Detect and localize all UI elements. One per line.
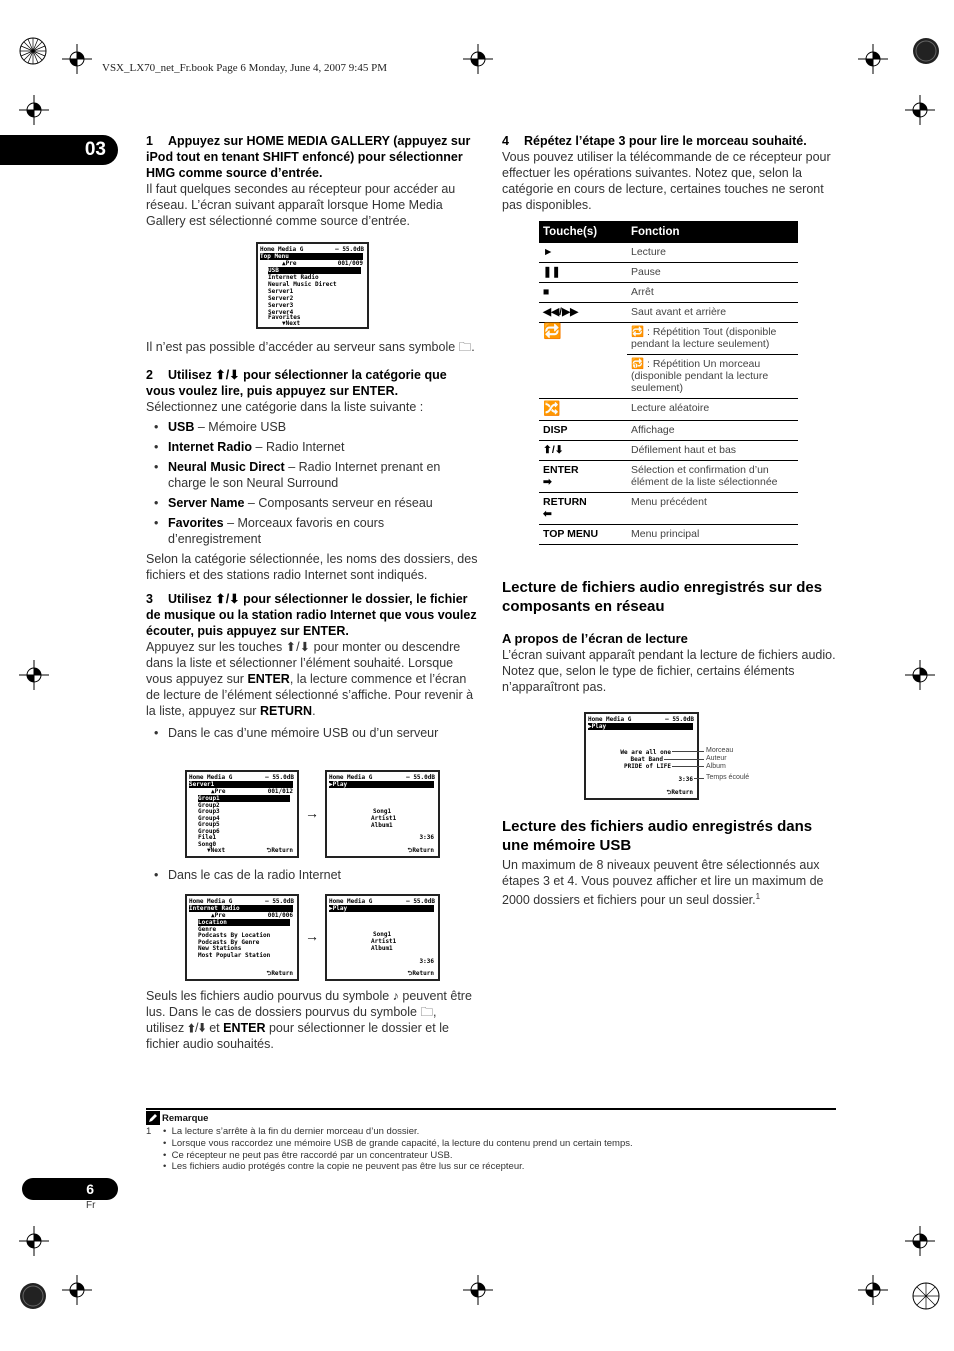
skip-icon: ◀◀/▶▶ <box>539 303 627 323</box>
callout-line <box>694 778 704 779</box>
crosshair-mark-icon <box>19 660 49 690</box>
table-row: ⬆/⬇ Défilement haut et bas <box>539 441 798 461</box>
return-label: ⮌Return <box>666 789 693 796</box>
section-heading-usb: Lecture des fichiers audio enregistrés dans une mémoire USB <box>502 818 813 854</box>
crosshair-mark-icon <box>463 44 493 74</box>
pause-icon: ❚❚ <box>539 263 627 283</box>
crosshair-mark-icon <box>62 44 92 74</box>
list-item: • Neural Music Direct – Radio Internet prenant en charge le son Neural Surround <box>154 460 441 490</box>
note-title: Remarque <box>162 1112 209 1124</box>
return-label: ⮌Return <box>407 970 434 977</box>
play-screen-radio: Home Media G – 55.0dB ▶Play Song1 Artist1 Album1 3:36 ⮌Return <box>325 894 440 981</box>
up-down-arrows-icon: ⬆/⬇ <box>539 441 627 461</box>
left-column-2 <box>146 339 478 741</box>
table-row: TOP MENU Menu principal <box>539 525 798 545</box>
step-1-text: Il faut quelques secondes au récepteur pour accéder au réseau. L’écran suivant apparaît lorsque Home Media Gallery est sélectionné comme source d’entrée. <box>146 182 456 228</box>
step-2-title: 2 Utilisez ⬆/⬇ pour sélectionner la catégorie que vous voulez lire, puis appuyez sur ENTER. <box>146 368 447 398</box>
server-list-screen: Home Media G – 55.0dB Server1 ▲Pre 001/012 Group1 Group2 Group3 Group4 Group5 Group6 File1 Song0 ▼Next ⮌Return <box>185 770 299 858</box>
step-3-title: 3 Utilisez ⬆/⬇ pour sélectionner le dossier, le fichier de musique ou la station radio Internet que vous voulez écouter, puis appuyez sur ENTER. <box>146 592 477 638</box>
page-language: Fr <box>86 1200 96 1211</box>
arrow-right-icon: → <box>305 805 319 821</box>
section-usb <box>502 817 838 908</box>
step-4-text: Vous pouvez utiliser la télécommande de ce récepteur pour effectuer les opérations suivantes. Notez que, selon la catégorie en cours de lecture, certaines touches ne seront pas disponibles. <box>502 150 831 212</box>
crosshair-mark-icon <box>905 1226 935 1256</box>
folder-icon: 🗀 <box>458 340 472 354</box>
chapter-tab: 03 <box>0 135 118 165</box>
arrow-left-icon: ⬅ <box>543 508 552 520</box>
annotation-song: Morceau <box>706 747 734 754</box>
playback-text: L’écran suivant apparaît pendant la lecture de fichiers audio. Notez que, selon le type de fichier, certains éléments n’apparaîtront pas. <box>502 648 836 694</box>
right-column <box>502 133 838 213</box>
note-header <box>146 1111 208 1125</box>
section-network <box>502 578 838 695</box>
top-menu-screen: Home Media G – 55.0dB Top Menu ▲Pre 001/009 USB Internet Radio Neural Music Direct Server1 Server2 Server3 Server4 Favorites ▼Next <box>256 242 369 329</box>
case-radio-wrap <box>146 863 478 883</box>
table-row: ❚❚ Pause <box>539 263 798 283</box>
after-list-text: Selon la catégorie sélectionnée, les noms des dossiers, des fichiers et des stations radio Internet sont indiqués. <box>146 552 478 582</box>
usb-text: Un maximum de 8 niveaux peuvent être sélectionnés aux étapes 3 et 4. Vous pouvez afficher et lire un maximum de 2000 dossiers et fichiers pour un seul dossier.$^1$ <box>502 858 824 908</box>
step-4-title: 4 Répétez l’étape 3 pour lire le morceau souhaité. <box>502 134 807 148</box>
table-row: ► Lecture <box>539 243 798 263</box>
annotation-time: Temps écoulé <box>706 774 750 781</box>
repeat-icon: 🔁 <box>543 323 562 340</box>
subheading-playback: A propos de l’écran de lecture <box>502 631 688 646</box>
callout-line <box>672 766 704 767</box>
left-column <box>146 133 478 229</box>
step-1-title: 1 Appuyez sur HOME MEDIA GALLERY (appuyez sur iPod tout en tenant SHIFT enfoncé) pour sélectionner HMG comme source d’entrée. <box>146 134 471 180</box>
table-row: ■ Arrêt <box>539 283 798 303</box>
table-row: 🔁 🔁 : Répétition Tout (disponible pendant la lecture seulement) <box>539 323 798 355</box>
case-usb: • Dans le cas d’une mémoire USB ou d’un serveur <box>154 726 439 740</box>
arrow-right-icon: ➡ <box>543 476 552 488</box>
table-row: RETURN ⬅ Menu précédent <box>539 493 798 525</box>
list-item: • USB – Mémoire USB <box>154 420 287 434</box>
list-item: • Favorites – Morceaux favoris en cours d’enregistrement <box>154 516 385 546</box>
table-row: ◀◀/▶▶ Saut avant et arrière <box>539 303 798 323</box>
divider <box>146 1108 836 1110</box>
crosshair-mark-icon <box>463 1275 493 1305</box>
registration-mark-icon <box>18 1281 48 1311</box>
crosshair-mark-icon <box>858 1275 888 1305</box>
table-row: 🔂 : Répétition Un morceau (disponible pendant la lecture seulement) <box>539 355 798 399</box>
play-icon: ► <box>539 243 627 263</box>
crosshair-mark-icon <box>19 1226 49 1256</box>
registration-mark-icon <box>911 1281 941 1311</box>
stop-icon: ■ <box>539 283 627 303</box>
table-row: 🔀 Lecture aléatoire <box>539 399 798 421</box>
return-label: ⮌Return <box>266 847 293 854</box>
crosshair-mark-icon <box>905 660 935 690</box>
callout-line <box>672 751 704 752</box>
list-item: • Internet Radio – Radio Internet <box>154 440 345 454</box>
shuffle-icon: 🔀 <box>539 399 627 421</box>
note-list: 1 • La lecture s’arrête à la fin du dernier morceau d’un dossier. • Lorsque vous raccordez une mémoire USB de grande capacité, la lecture du contenu prend un certain temps. • Ce récepteur ne peut pas être raccordé par un concentrateur USB. • Les fichiers audio protégés contre la copie ne peuvent pas être lus sur ce récepteur. <box>146 1126 633 1173</box>
annotation-artist: Auteur <box>706 755 727 762</box>
server-symbol-note: Il n’est pas possible d’accéder au serveur sans symbole 🗀. <box>146 340 475 354</box>
return-label: ⮌Return <box>407 847 434 854</box>
step-3-text: Appuyez sur les touches ⬆/⬇ pour monter ou descendre dans la liste et sélectionner l’élément souhaité. Lorsque vous appuyez sur ENTER, la lecture commence et l’écran de lecture de l’élément sélectionné s’affiche. Pour revenir à la liste, appuyez sur RETURN. <box>146 640 474 718</box>
annotation-album: Album <box>706 763 726 770</box>
crosshair-mark-icon <box>858 44 888 74</box>
arrow-right-icon: → <box>305 928 319 944</box>
crosshair-mark-icon <box>19 95 49 125</box>
case-radio: • Dans le cas de la radio Internet <box>154 868 342 882</box>
callout-line <box>664 759 704 760</box>
registration-mark-icon <box>18 36 48 66</box>
return-label: ⮌Return <box>266 970 293 977</box>
folder-icon: 🗀 <box>420 1005 433 1019</box>
closing-text: Seuls les fichiers audio pourvus du symbole ♪ peuvent être lus. Dans le cas de dossiers pourvus du symbole 🗀, utilisez ⬆/⬇ et ENTER pour sélectionner le dossier et le fichier audio souhaités. <box>146 989 472 1051</box>
table-row: DISP Affichage <box>539 421 798 441</box>
crosshair-mark-icon <box>905 95 935 125</box>
file-info-header: VSX_LX70_net_Fr.book Page 6 Monday, June 4, 2007 9:45 PM <box>102 62 387 74</box>
play-screen-usb: Home Media G – 55.0dB ▶Play Song1 Artist1 Album1 3:36 ⮌Return <box>325 770 440 858</box>
step-2-text: Sélectionnez une catégorie dans la liste suivante : <box>146 400 424 414</box>
table-row: ENTER ➡ Sélection et confirmation d’un élément de la liste sélectionnée <box>539 461 798 493</box>
playback-screen: Home Media G – 55.0dB ▶Play We are all one Beat Band PRIDE of LIFE 3:36 ⮌Return <box>584 712 699 800</box>
list-item: • Server Name – Composants serveur en réseau <box>154 496 433 510</box>
radio-list-screen: Home Media G – 55.0dB Internet Radio ▲Pre 001/006 Location Genre Podcasts By Location Podcasts By Genre New Stations Most Popular Station ⮌Return <box>185 894 299 981</box>
col-keys-header: Touche(s) <box>539 221 627 243</box>
music-note-icon: ♪ <box>392 989 399 1003</box>
repeat-all-icon: 🔁 <box>631 326 645 338</box>
remote-keys-table <box>539 221 798 545</box>
section-heading-network: Lecture de fichiers audio enregistrés sur des composants en réseau <box>502 579 823 615</box>
registration-mark-icon <box>911 36 941 66</box>
col-func-header: Fonction <box>627 221 798 243</box>
crosshair-mark-icon <box>62 1275 92 1305</box>
repeat-one-icon: 🔂 <box>631 358 645 370</box>
note-pencil-icon <box>146 1111 160 1125</box>
page-number: 6 <box>22 1178 118 1200</box>
